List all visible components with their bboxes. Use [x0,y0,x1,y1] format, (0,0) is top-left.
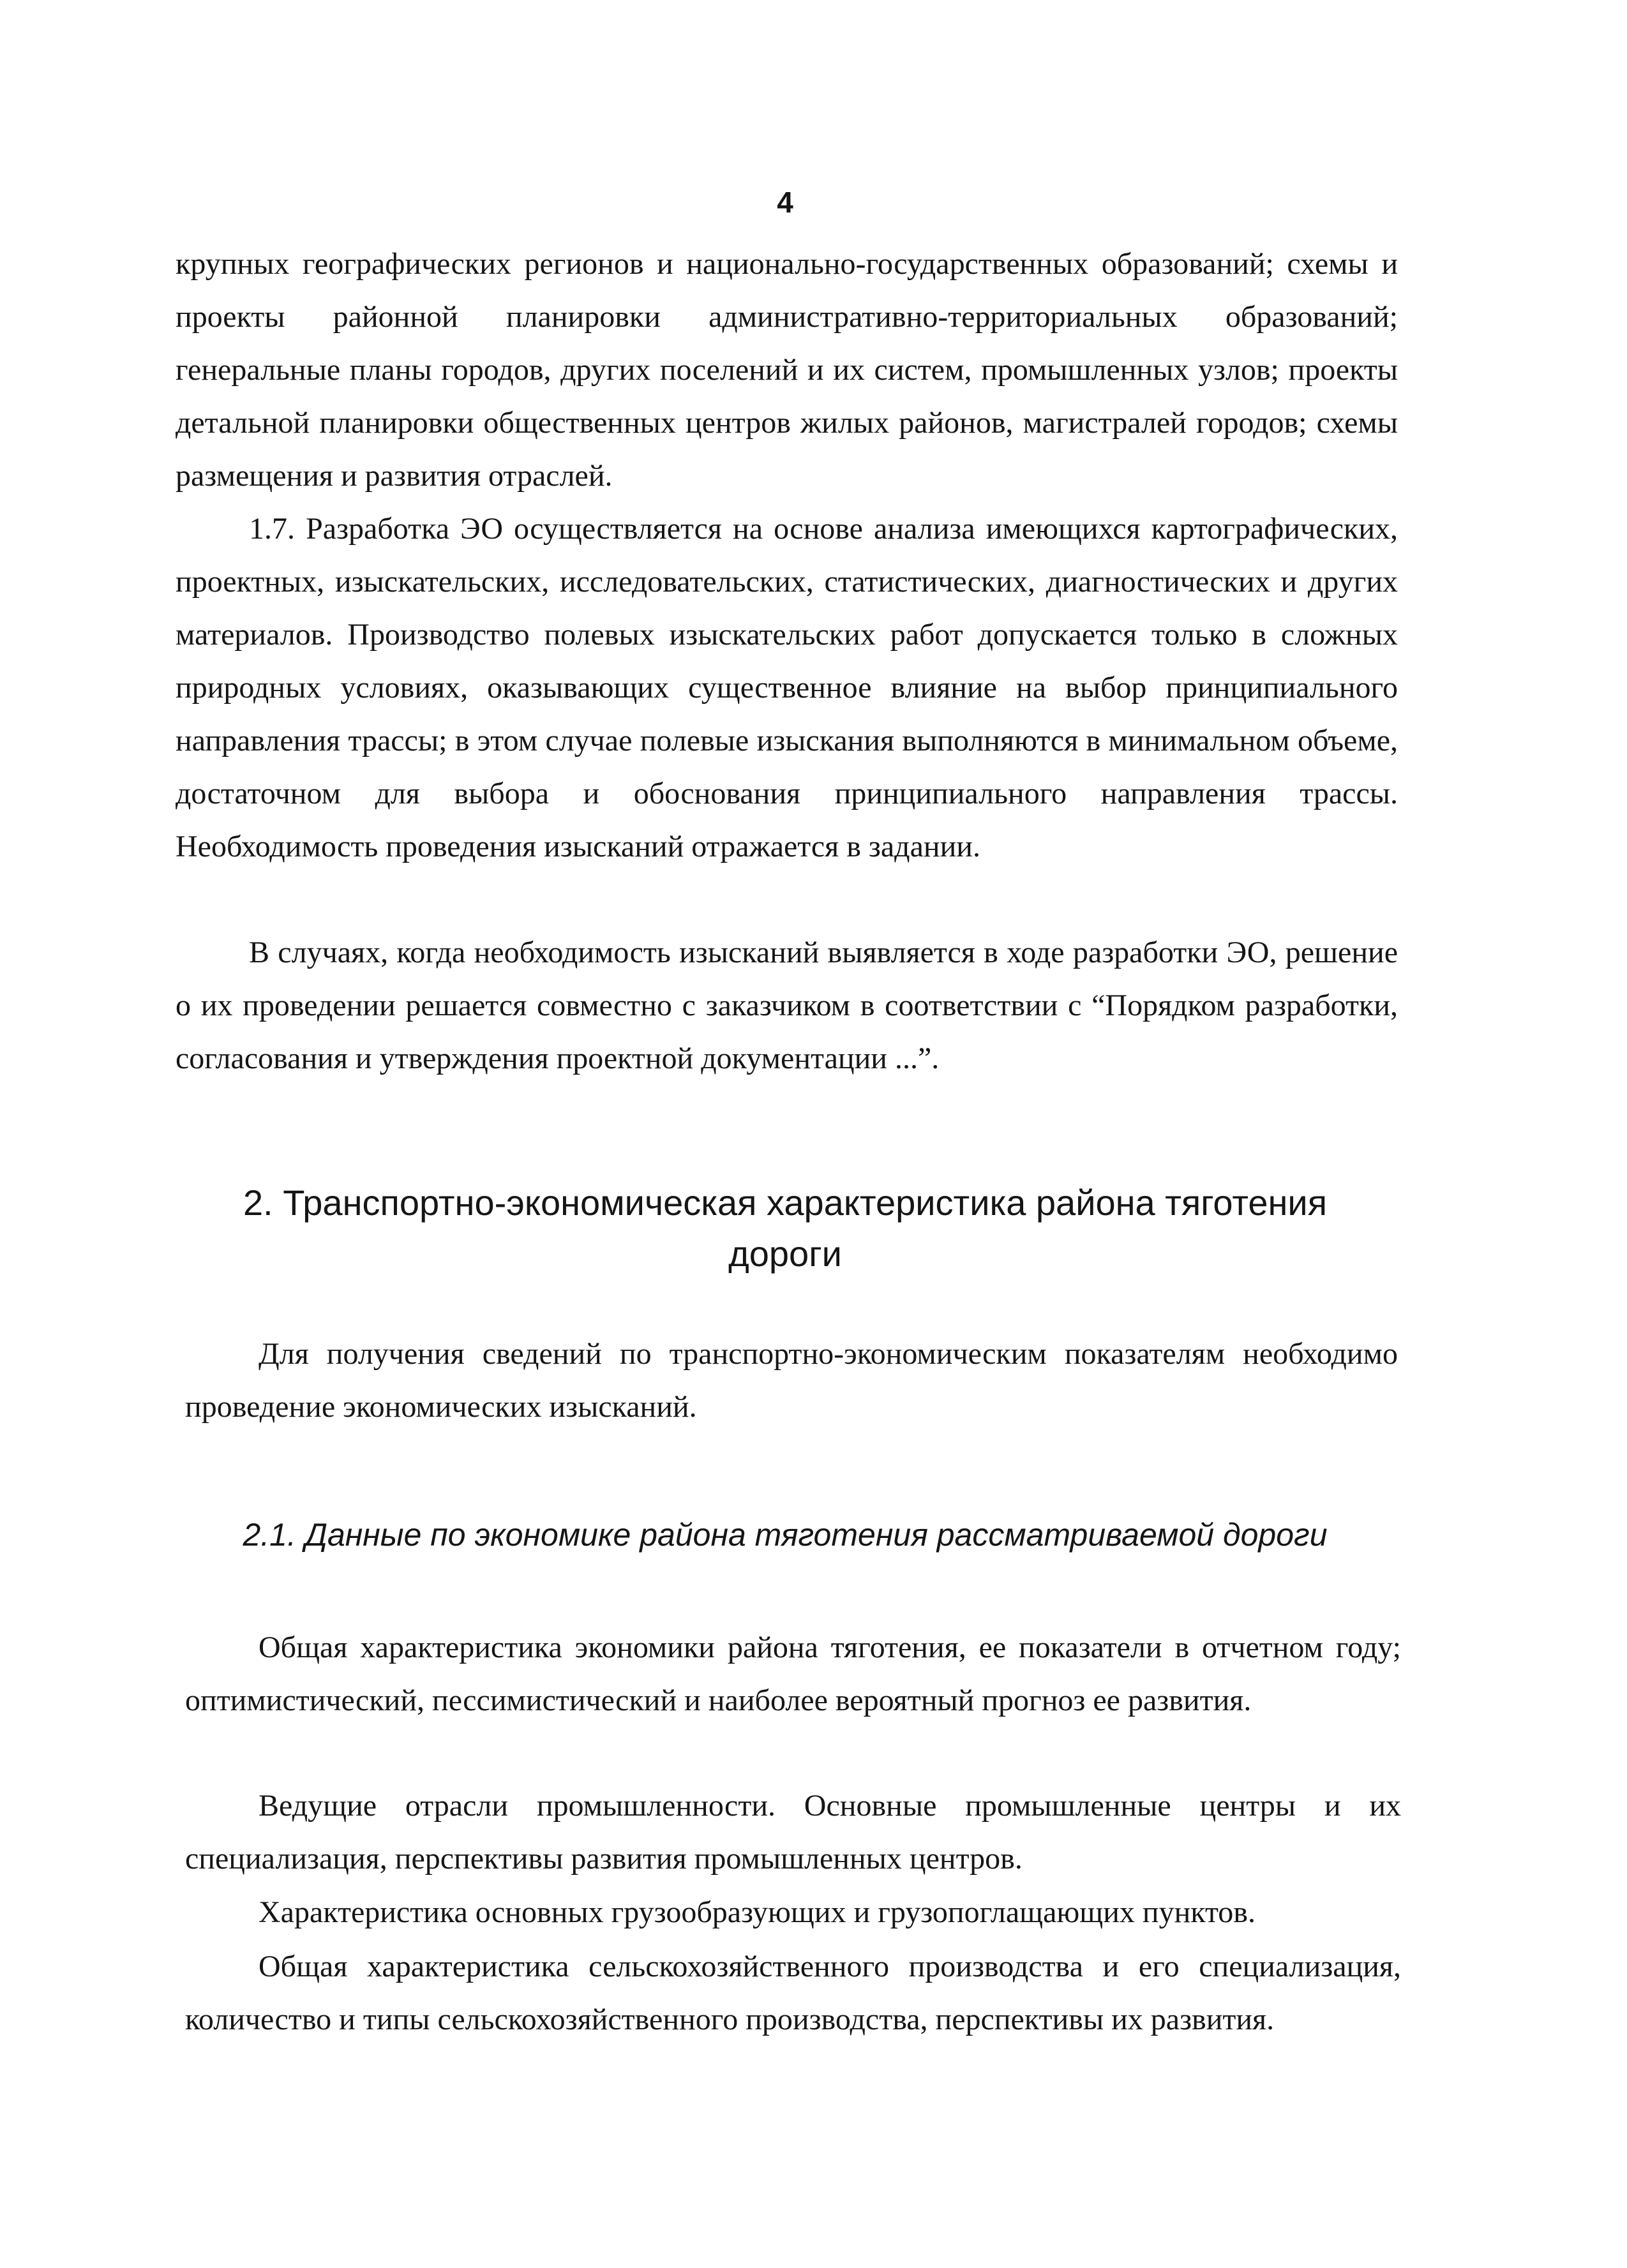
paragraph-economy-overview: Общая характеристика экономики района тяготения, ее показатели в отчетном году; оптимистический, пессимистический и наиболее вероятный прогноз ее развития. [185,1630,1401,1717]
section-heading: 2. Транспортно-экономическая характеристика района тяготения дороги [243,1182,1328,1274]
paragraph-continuation: крупных географических регионов и национально-государственных образований; схемы и проекты районной планировки административно-территориальных образований; генеральные планы городов, других поселений и их систем, промышленных узлов; проекты детальной планировки общественных центров жилых районов, магистралей городов; схемы размещения и развития отраслей. [176,247,1398,493]
paragraph-survey-cases: В случаях, когда необходимость изысканий выявляется в ходе разработки ЭО, решение о их проведении решается совместно с заказчиком в соответствии с “Порядком разработки, согласования и утверждения проектной документации ...”. [176,936,1398,1075]
paragraph-cargo-points: Характеристика основных грузообразующих и грузопоглащающих пунктов. [259,1895,1256,1929]
paragraph-section-intro: Для получения сведений по транспортно-экономическим показателям необходимо проведение экономических изысканий. [185,1337,1398,1424]
page-number: 4 [777,186,793,219]
subsection-heading: 2.1. Данные по экономике района тяготения рассматриваемой дороги [243,1517,1328,1553]
paragraph-agriculture: Общая характеристика сельскохозяйственного производства и его специализация, количество и типы сельскохозяйственного производства, перспективы их развития. [185,1950,1401,2036]
paragraph-industry: Ведущие отрасли промышленности. Основные промышленные центры и их специализация, перспективы развития промышленных центров. [185,1789,1401,1876]
paragraph-1-7: 1.7. Разработка ЭО осуществляется на основе анализа имеющихся картографических, проектных, изыскательских, исследовательских, статистических, диагностических и других материалов. Производство полевых изыскательских работ допускается только в сложных природных условиях, оказывающих существенное влияние на выбор принципиального направления трассы; в этом случае полевые изыскания выполняются в минимальном объеме, достаточном для выбора и обоснования принципиального направления трассы. Необходимость проведения изысканий отражается в задании. [176,512,1398,863]
